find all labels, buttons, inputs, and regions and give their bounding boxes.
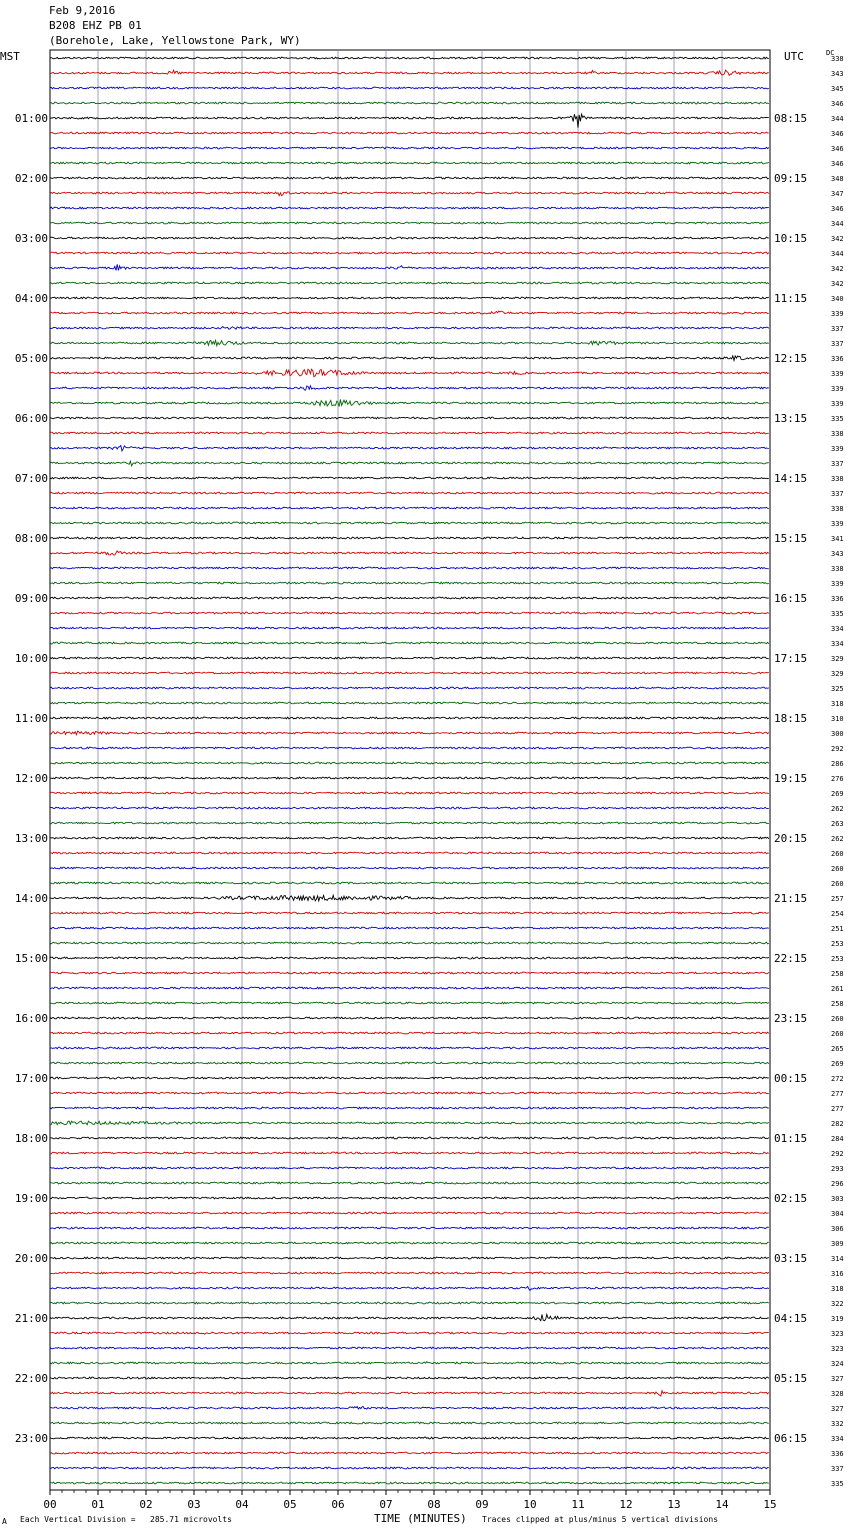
- utc-hour-label: 16:15: [774, 592, 808, 605]
- seismic-trace: [50, 522, 769, 524]
- dc-offset-label: 253: [831, 940, 844, 948]
- dc-offset-label: 344: [831, 250, 844, 258]
- x-tick-label: 14: [715, 1498, 729, 1511]
- seismic-trace: [50, 1437, 769, 1439]
- seismic-trace: [50, 340, 769, 345]
- mst-hour-label: 16:00: [14, 1012, 48, 1025]
- seismic-trace: [50, 177, 769, 179]
- dc-offset-label: 272: [831, 1075, 844, 1083]
- seismic-trace: [50, 1242, 769, 1244]
- mst-hour-label: 10:00: [14, 652, 48, 665]
- seismic-trace: [50, 792, 769, 794]
- utc-hour-label: 19:15: [774, 772, 808, 785]
- dc-offset-label: 254: [831, 910, 844, 918]
- dc-offset-label: 303: [831, 1195, 844, 1203]
- dc-offset-label: 263: [831, 820, 844, 828]
- utc-hour-label: 02:15: [774, 1192, 808, 1205]
- x-tick-label: 04: [235, 1498, 249, 1511]
- scale-note: Each Vertical Division = 285.71 microvolts: [20, 1515, 232, 1524]
- seismic-trace: [50, 386, 769, 390]
- seismic-trace: [50, 1482, 769, 1484]
- seismic-trace: [50, 102, 769, 104]
- dc-offset-label: 345: [831, 85, 844, 93]
- seismic-trace: [50, 162, 769, 164]
- seismic-trace: [50, 1092, 769, 1094]
- seismic-trace: [50, 432, 769, 434]
- seismic-trace: [50, 369, 769, 377]
- seismic-trace: [50, 445, 769, 451]
- seismic-trace: [50, 327, 769, 330]
- utc-hour-label: 17:15: [774, 652, 808, 665]
- dc-offset-label: 338: [831, 505, 844, 513]
- utc-hour-label: 10:15: [774, 232, 808, 245]
- dc-offset-label: 292: [831, 745, 844, 753]
- dc-offset-label: 261: [831, 985, 844, 993]
- dc-label: DC: [826, 49, 835, 57]
- utc-hour-label: 00:15: [774, 1072, 808, 1085]
- seismic-trace: [50, 297, 769, 299]
- dc-offset-label: 282: [831, 1120, 844, 1128]
- seismic-trace: [50, 461, 769, 466]
- seismic-trace: [50, 399, 769, 406]
- dc-offset-label: 260: [831, 850, 844, 858]
- dc-offset-label: 253: [831, 955, 844, 963]
- dc-offset-label: 339: [831, 370, 844, 378]
- dc-offset-label: 339: [831, 520, 844, 528]
- seismic-trace: [50, 1391, 769, 1396]
- mst-hour-label: 15:00: [14, 952, 48, 965]
- seismic-trace: [50, 1212, 769, 1214]
- seismic-trace: [50, 1407, 769, 1409]
- seismic-trace: [50, 927, 769, 929]
- seismic-trace: [50, 356, 769, 361]
- x-tick-label: 11: [571, 1498, 585, 1511]
- seismic-trace: [50, 1107, 769, 1109]
- dc-offset-label: 277: [831, 1090, 844, 1098]
- dc-offset-label: 314: [831, 1255, 844, 1263]
- dc-offset-label: 332: [831, 1420, 844, 1428]
- dc-offset-label: 251: [831, 925, 844, 933]
- station-location: (Borehole, Lake, Yellowstone Park, WY): [49, 34, 301, 47]
- mst-hour-label: 20:00: [14, 1252, 48, 1265]
- plot-date: Feb 9,2016: [49, 4, 116, 17]
- dc-offset-label: 346: [831, 205, 844, 213]
- dc-offset-label: 324: [831, 1360, 844, 1368]
- seismic-trace: [50, 114, 769, 128]
- seismic-trace: [50, 282, 769, 284]
- seismic-trace: [50, 1137, 769, 1139]
- dc-offset-label: 293: [831, 1165, 844, 1173]
- utc-hour-label: 09:15: [774, 172, 808, 185]
- seismic-trace: [50, 264, 769, 270]
- dc-offset-label: 337: [831, 490, 844, 498]
- seismic-trace: [50, 492, 769, 494]
- seismic-trace: [50, 551, 769, 555]
- dc-offset-label: 335: [831, 415, 844, 423]
- dc-offset-label: 316: [831, 1270, 844, 1278]
- seismic-trace: [50, 1347, 769, 1349]
- seismic-trace: [50, 537, 769, 539]
- seismic-trace: [50, 1121, 769, 1125]
- mst-hour-label: 07:00: [14, 472, 48, 485]
- mst-hour-label: 01:00: [14, 112, 48, 125]
- plot-frame: [50, 50, 770, 1490]
- mst-hour-label: 02:00: [14, 172, 48, 185]
- dc-offset-label: 334: [831, 625, 844, 633]
- seismic-trace: [50, 852, 769, 854]
- dc-offset-label: 319: [831, 1315, 844, 1323]
- mst-hour-label: 12:00: [14, 772, 48, 785]
- dc-offset-label: 336: [831, 595, 844, 603]
- dc-offset-label: 334: [831, 1435, 844, 1443]
- seismic-trace: [50, 477, 769, 479]
- dc-offset-label: 260: [831, 1015, 844, 1023]
- seismic-trace: [50, 597, 769, 599]
- dc-offset-label: 342: [831, 280, 844, 288]
- x-tick-label: 12: [619, 1498, 633, 1511]
- mst-hour-label: 23:00: [14, 1432, 48, 1445]
- utc-hour-label: 14:15: [774, 472, 808, 485]
- seismic-trace: [50, 672, 769, 674]
- dc-offset-label: 262: [831, 805, 844, 813]
- dc-offset-label: 258: [831, 970, 844, 978]
- dc-offset-label: 335: [831, 1480, 844, 1488]
- seismic-trace: [50, 1362, 769, 1364]
- dc-offset-label: 318: [831, 1285, 844, 1293]
- mst-hour-label: 04:00: [14, 292, 48, 305]
- dc-offset-label: 338: [831, 565, 844, 573]
- dc-offset-label: 342: [831, 235, 844, 243]
- seismic-trace: [50, 222, 769, 224]
- dc-offset-label: 260: [831, 865, 844, 873]
- x-tick-label: 06: [331, 1498, 345, 1511]
- dc-offset-label: 309: [831, 1240, 844, 1248]
- seismic-trace: [50, 582, 769, 584]
- dc-offset-label: 337: [831, 1465, 844, 1473]
- dc-offset-label: 300: [831, 730, 844, 738]
- x-tick-label: 15: [763, 1498, 777, 1511]
- dc-offset-label: 336: [831, 355, 844, 363]
- x-axis-title: TIME (MINUTES): [374, 1512, 467, 1525]
- seismic-trace: [50, 87, 769, 89]
- seismic-trace: [50, 1377, 769, 1379]
- seismic-trace: [50, 717, 769, 719]
- utc-hour-label: 06:15: [774, 1432, 808, 1445]
- seismic-trace: [50, 1227, 769, 1229]
- mst-hour-label: 21:00: [14, 1312, 48, 1325]
- seismic-trace: [50, 822, 769, 824]
- utc-hour-label: 08:15: [774, 112, 808, 125]
- seismic-trace: [50, 1422, 769, 1424]
- seismic-trace: [50, 987, 769, 989]
- dc-offset-label: 269: [831, 1060, 844, 1068]
- seismic-trace: [50, 57, 769, 59]
- seismic-trace: [50, 237, 769, 239]
- utc-hour-label: 15:15: [774, 532, 808, 545]
- dc-offset-label: 339: [831, 445, 844, 453]
- dc-offset-label: 337: [831, 325, 844, 333]
- utc-hour-label: 18:15: [774, 712, 808, 725]
- utc-hour-label: 11:15: [774, 292, 808, 305]
- dc-offset-label: 262: [831, 835, 844, 843]
- utc-hour-label: 05:15: [774, 1372, 808, 1385]
- utc-hour-label: 01:15: [774, 1132, 808, 1145]
- mst-hour-label: 13:00: [14, 832, 48, 845]
- dc-offset-label: 339: [831, 385, 844, 393]
- dc-offset-label: 339: [831, 400, 844, 408]
- dc-offset-label: 258: [831, 1000, 844, 1008]
- seismic-trace: [50, 762, 769, 764]
- dc-offset-label: 343: [831, 70, 844, 78]
- dc-offset-label: 337: [831, 460, 844, 468]
- utc-hour-label: 13:15: [774, 412, 808, 425]
- seismic-trace: [50, 657, 769, 659]
- dc-offset-label: 322: [831, 1300, 844, 1308]
- dc-offset-label: 342: [831, 265, 844, 273]
- corner-mark: A: [2, 1517, 7, 1526]
- seismic-trace: [50, 192, 769, 196]
- seismic-trace: [50, 1314, 769, 1320]
- seismic-trace: [50, 507, 769, 509]
- utc-hour-label: 04:15: [774, 1312, 808, 1325]
- dc-offset-label: 292: [831, 1150, 844, 1158]
- seismic-trace: [50, 942, 769, 944]
- dc-offset-label: 318: [831, 700, 844, 708]
- dc-offset-label: 347: [831, 190, 844, 198]
- dc-offset-label: 327: [831, 1375, 844, 1383]
- dc-offset-label: 340: [831, 295, 844, 303]
- dc-offset-label: 323: [831, 1330, 844, 1338]
- mst-hour-label: 19:00: [14, 1192, 48, 1205]
- dc-offset-label: 336: [831, 1450, 844, 1458]
- dc-offset-label: 344: [831, 220, 844, 228]
- x-tick-label: 08: [427, 1498, 441, 1511]
- utc-hour-label: 22:15: [774, 952, 808, 965]
- seismic-trace: [50, 867, 769, 869]
- dc-offset-label: 327: [831, 1405, 844, 1413]
- x-tick-label: 09: [475, 1498, 489, 1511]
- seismic-trace: [50, 311, 769, 314]
- seismic-trace: [50, 807, 769, 809]
- seismic-trace: [50, 1332, 769, 1334]
- utc-hour-label: 12:15: [774, 352, 808, 365]
- seismic-trace: [50, 1032, 769, 1034]
- dc-offset-label: 329: [831, 655, 844, 663]
- utc-hour-label: 23:15: [774, 1012, 808, 1025]
- utc-hour-label: 20:15: [774, 832, 808, 845]
- mst-hour-label: 17:00: [14, 1072, 48, 1085]
- seismic-trace: [50, 207, 769, 209]
- x-tick-label: 01: [91, 1498, 105, 1511]
- dc-offset-label: 335: [831, 610, 844, 618]
- seismic-trace: [50, 702, 769, 704]
- seismic-trace: [50, 567, 769, 569]
- dc-offset-label: 338: [831, 475, 844, 483]
- seismic-trace: [50, 747, 769, 749]
- dc-offset-label: 344: [831, 115, 844, 123]
- seismic-trace: [50, 627, 769, 629]
- x-tick-label: 07: [379, 1498, 393, 1511]
- seismic-trace: [50, 1257, 769, 1259]
- seismic-trace: [50, 1017, 769, 1019]
- mst-hour-label: 06:00: [14, 412, 48, 425]
- dc-offset-label: 306: [831, 1225, 844, 1233]
- dc-offset-label: 337: [831, 340, 844, 348]
- dc-offset-label: 286: [831, 760, 844, 768]
- dc-offset-label: 323: [831, 1345, 844, 1353]
- right-timezone: UTC: [784, 50, 804, 63]
- dc-offset-label: 325: [831, 685, 844, 693]
- x-tick-label: 02: [139, 1498, 153, 1511]
- seismic-trace: [50, 882, 769, 884]
- mst-hour-label: 05:00: [14, 352, 48, 365]
- seismic-trace: [50, 1077, 769, 1079]
- mst-hour-label: 09:00: [14, 592, 48, 605]
- mst-hour-label: 03:00: [14, 232, 48, 245]
- seismic-trace: [50, 1062, 769, 1064]
- station-name: B208 EHZ PB 01: [49, 19, 142, 32]
- dc-offset-label: 346: [831, 130, 844, 138]
- seismic-trace: [50, 777, 769, 779]
- x-tick-label: 10: [523, 1498, 537, 1511]
- mst-hour-label: 11:00: [14, 712, 48, 725]
- seismic-trace: [50, 1302, 769, 1304]
- seismic-trace: [50, 1182, 769, 1184]
- seismic-trace: [50, 1047, 769, 1049]
- seismic-trace: [50, 1002, 769, 1004]
- seismic-trace: [50, 972, 769, 974]
- dc-offset-label: 346: [831, 160, 844, 168]
- left-timezone: MST: [0, 50, 20, 63]
- x-tick-label: 00: [43, 1498, 57, 1511]
- dc-offset-label: 339: [831, 580, 844, 588]
- dc-offset-label: 304: [831, 1210, 844, 1218]
- seismic-trace: [50, 70, 769, 75]
- dc-offset-label: 296: [831, 1180, 844, 1188]
- seismic-trace: [50, 687, 769, 689]
- dc-offset-label: 260: [831, 1030, 844, 1038]
- seismic-trace: [50, 1467, 769, 1469]
- mst-hour-label: 08:00: [14, 532, 48, 545]
- dc-offset-label: 339: [831, 310, 844, 318]
- seismic-trace: [50, 1286, 769, 1290]
- seismic-trace: [50, 132, 769, 134]
- dc-offset-label: 310: [831, 715, 844, 723]
- seismic-trace: [50, 252, 769, 254]
- seismic-trace: [50, 1167, 769, 1169]
- dc-offset-label: 343: [831, 550, 844, 558]
- dc-offset-label: 265: [831, 1045, 844, 1053]
- utc-hour-label: 21:15: [774, 892, 808, 905]
- seismic-trace: [50, 957, 769, 959]
- x-tick-label: 05: [283, 1498, 297, 1511]
- utc-hour-label: 03:15: [774, 1252, 808, 1265]
- seismic-trace: [50, 912, 769, 914]
- mst-hour-label: 18:00: [14, 1132, 48, 1145]
- seismic-trace: [50, 612, 769, 614]
- mst-hour-label: 14:00: [14, 892, 48, 905]
- x-tick-label: 13: [667, 1498, 681, 1511]
- dc-offset-label: 276: [831, 775, 844, 783]
- seismic-trace: [50, 417, 769, 419]
- seismic-trace: [50, 837, 769, 839]
- seismic-trace: [50, 1197, 769, 1199]
- dc-offset-label: 284: [831, 1135, 844, 1143]
- dc-offset-label: 257: [831, 895, 844, 903]
- seismic-trace: [50, 642, 769, 644]
- clip-note: Traces clipped at plus/minus 5 vertical divisions: [482, 1515, 719, 1524]
- seismic-trace: [50, 731, 769, 735]
- seismic-trace: [50, 895, 769, 901]
- dc-offset-label: 346: [831, 145, 844, 153]
- dc-offset-label: 348: [831, 175, 844, 183]
- dc-offset-label: 338: [831, 55, 844, 63]
- dc-offset-label: 277: [831, 1105, 844, 1113]
- dc-offset-label: 329: [831, 670, 844, 678]
- seismic-trace: [50, 147, 769, 149]
- dc-offset-label: 346: [831, 100, 844, 108]
- dc-offset-label: 328: [831, 1390, 844, 1398]
- dc-offset-label: 334: [831, 640, 844, 648]
- seismic-trace: [50, 1152, 769, 1154]
- mst-hour-label: 22:00: [14, 1372, 48, 1385]
- dc-offset-label: 269: [831, 790, 844, 798]
- seismic-trace: [50, 1452, 769, 1454]
- seismic-trace: [50, 1272, 769, 1274]
- dc-offset-label: 341: [831, 535, 844, 543]
- dc-offset-label: 260: [831, 880, 844, 888]
- dc-offset-label: 338: [831, 430, 844, 438]
- x-tick-label: 03: [187, 1498, 201, 1511]
